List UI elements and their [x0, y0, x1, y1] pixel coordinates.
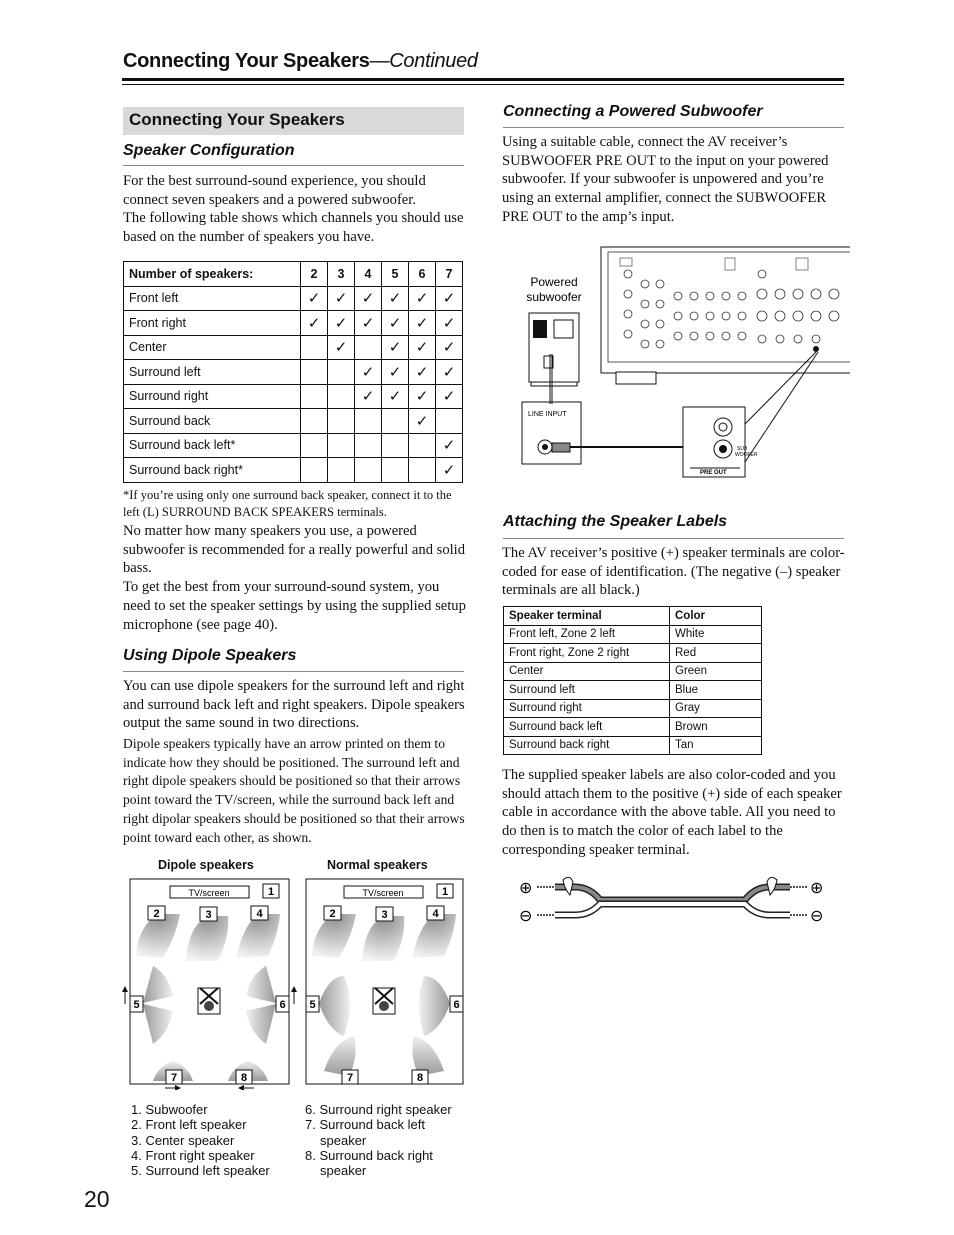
dipole-text-2: Dipole speakers typically have an arrow printed on them to indicate how they should be positioned. The surround left and right dipole speakers should be positioned so that their arrows point toward the TV/screen, while the surround back left and right dipolar speakers should be positioned so that their arrows point toward each other, as shown. — [123, 736, 465, 845]
dipole-heading: Using Dipole Speakers — [123, 647, 297, 664]
svg-text:8: 8 — [240, 1072, 248, 1084]
header-rule-thin — [122, 84, 844, 85]
table-row: Center Green — [504, 662, 762, 681]
svg-text:WOOFER: WOOFER — [735, 452, 758, 458]
speaker-count-table — [123, 261, 463, 483]
svg-text:6: 6 — [279, 999, 286, 1011]
normal-diagram-label: Normal speakers — [327, 858, 428, 872]
svg-text:4: 4 — [432, 908, 439, 920]
table-row: Front left, Zone 2 left White — [504, 625, 762, 644]
header-rule — [122, 78, 844, 81]
subwoofer-heading: Connecting a Powered Subwoofer — [503, 103, 763, 120]
table-row: Surround back right* ✓ — [124, 458, 463, 483]
section-title-box: Connecting Your Speakers — [123, 107, 464, 135]
svg-text:PRE OUT: PRE OUT — [700, 470, 727, 476]
heading-rule — [123, 671, 464, 672]
table-row: Surround left Blue — [504, 681, 762, 700]
svg-text:8: 8 — [416, 1072, 424, 1084]
subwoofer-text: Using a suitable cable, connect the AV receiver’s SUBWOOFER PRE OUT to the input on your powered subwoofer. If your subwoofer is unpowered and you’re using an external amplifier, connect the SUBWOOFER PRE OUT to the amp’s input. — [502, 134, 829, 225]
heading-rule — [503, 538, 844, 539]
svg-text:LINE INPUT: LINE INPUT — [528, 411, 567, 418]
heading-rule — [123, 165, 464, 166]
table-row: Surround back right Tan — [504, 736, 762, 755]
dipole-text-1: You can use dipole speakers for the surround left and right and surround back left and right speakers. Dipole speakers output the same sound in two directions. — [123, 678, 465, 732]
legend-col1: 1. Subwoofer 2. Front left speaker 3. Center speaker 4. Front right speaker 5. Surround left speaker — [131, 1102, 270, 1179]
speaker-labels-text-1: The AV receiver’s positive (+) speaker terminals are color-coded for ease of identification. (The negative (–) speaker terminals are all black.) — [502, 545, 845, 599]
heading-rule — [503, 127, 844, 128]
svg-text:1: 1 — [441, 886, 449, 898]
svg-text:subwoofer: subwoofer — [526, 290, 582, 304]
plus-icon: ⊕ — [519, 878, 533, 897]
tv-label: TV/screen — [188, 888, 230, 898]
svg-text:⊖: ⊖ — [810, 906, 824, 925]
svg-text:7: 7 — [346, 1072, 354, 1084]
svg-text:3: 3 — [381, 909, 388, 921]
table-row: Front right ✓ ✓ ✓ ✓ ✓ ✓ — [124, 311, 463, 336]
legend-col2: 6. Surround right speaker 7. Surround back left speaker 8. Surround back right speaker — [305, 1102, 452, 1179]
svg-text:6: 6 — [453, 999, 460, 1011]
svg-text:5: 5 — [309, 999, 316, 1011]
table-footnote: *If you’re using only one surround back speaker, connect it to the left (L) SURROUND BACK SPEAKERS terminals. — [123, 488, 452, 519]
table-row: Surround back left* ✓ — [124, 433, 463, 458]
svg-text:5: 5 — [133, 999, 140, 1011]
speaker-config-heading: Speaker Configuration — [123, 142, 295, 159]
table-row: Surround left ✓ ✓ ✓ ✓ — [124, 360, 463, 385]
minus-icon: ⊖ — [519, 906, 533, 925]
dipole-diagram — [122, 879, 297, 1090]
subwoofer-unit — [529, 313, 579, 386]
table-row: Surround right ✓ ✓ ✓ ✓ — [124, 384, 463, 409]
listener-icon — [198, 988, 220, 1014]
speaker-config-text: For the best surround-sound experience, you should connect seven speakers and a powered subwoofer. The following table shows which channels you should use based on the number of speakers you have. — [123, 173, 464, 246]
subwoofer-note-text: No matter how many speakers you use, a powered subwoofer is recommended for a really powerful and solid bass. To get the best from your surround-sound system, you need to set the speaker settings by using the supplied setup microphone (see page 40). — [123, 523, 466, 633]
subwoofer-connection-diagram — [500, 244, 850, 480]
terminal-color-table — [503, 606, 762, 755]
speaker-number-1: 1 — [267, 886, 275, 898]
page-number: 20 — [84, 1186, 110, 1212]
svg-text:SUB: SUB — [737, 446, 748, 452]
svg-text:2: 2 — [329, 908, 336, 920]
svg-text:3: 3 — [205, 909, 212, 921]
svg-text:Powered: Powered — [530, 275, 578, 289]
page-title: Connecting Your Speakers—Continued — [123, 50, 478, 72]
table-header-row: Number of speakers: 2 3 4 5 6 7 — [124, 262, 463, 287]
speaker-cable-illustration — [515, 870, 830, 925]
svg-text:TV/screen: TV/screen — [362, 888, 404, 898]
table-row: Center ✓ ✓ ✓ ✓ — [124, 335, 463, 360]
table-row: Front right, Zone 2 right Red — [504, 644, 762, 663]
speaker-labels-text-2: The supplied speaker labels are also color-coded and you should attach them to the positive (+) side of each speaker cable in accordance with the above table. All you need to do then is to match the color of each label to the corresponding speaker terminal. — [502, 767, 842, 858]
svg-text:⊕: ⊕ — [810, 878, 824, 897]
av-receiver — [601, 247, 850, 384]
table-row: Surround right Gray — [504, 699, 762, 718]
svg-text:2: 2 — [153, 908, 160, 920]
normal-diagram — [306, 879, 463, 1084]
svg-text:4: 4 — [256, 908, 263, 920]
speaker-layout-diagrams — [118, 876, 468, 1090]
table-row: Surround back left Brown — [504, 718, 762, 737]
table-row: Surround back ✓ — [124, 409, 463, 434]
table-header-row: Speaker terminal Color — [504, 607, 762, 626]
speaker-labels-heading: Attaching the Speaker Labels — [503, 513, 728, 530]
svg-text:7: 7 — [170, 1072, 178, 1084]
dipole-diagram-label: Dipole speakers — [158, 858, 254, 872]
table-row: Front left ✓ ✓ ✓ ✓ ✓ ✓ — [124, 286, 463, 311]
